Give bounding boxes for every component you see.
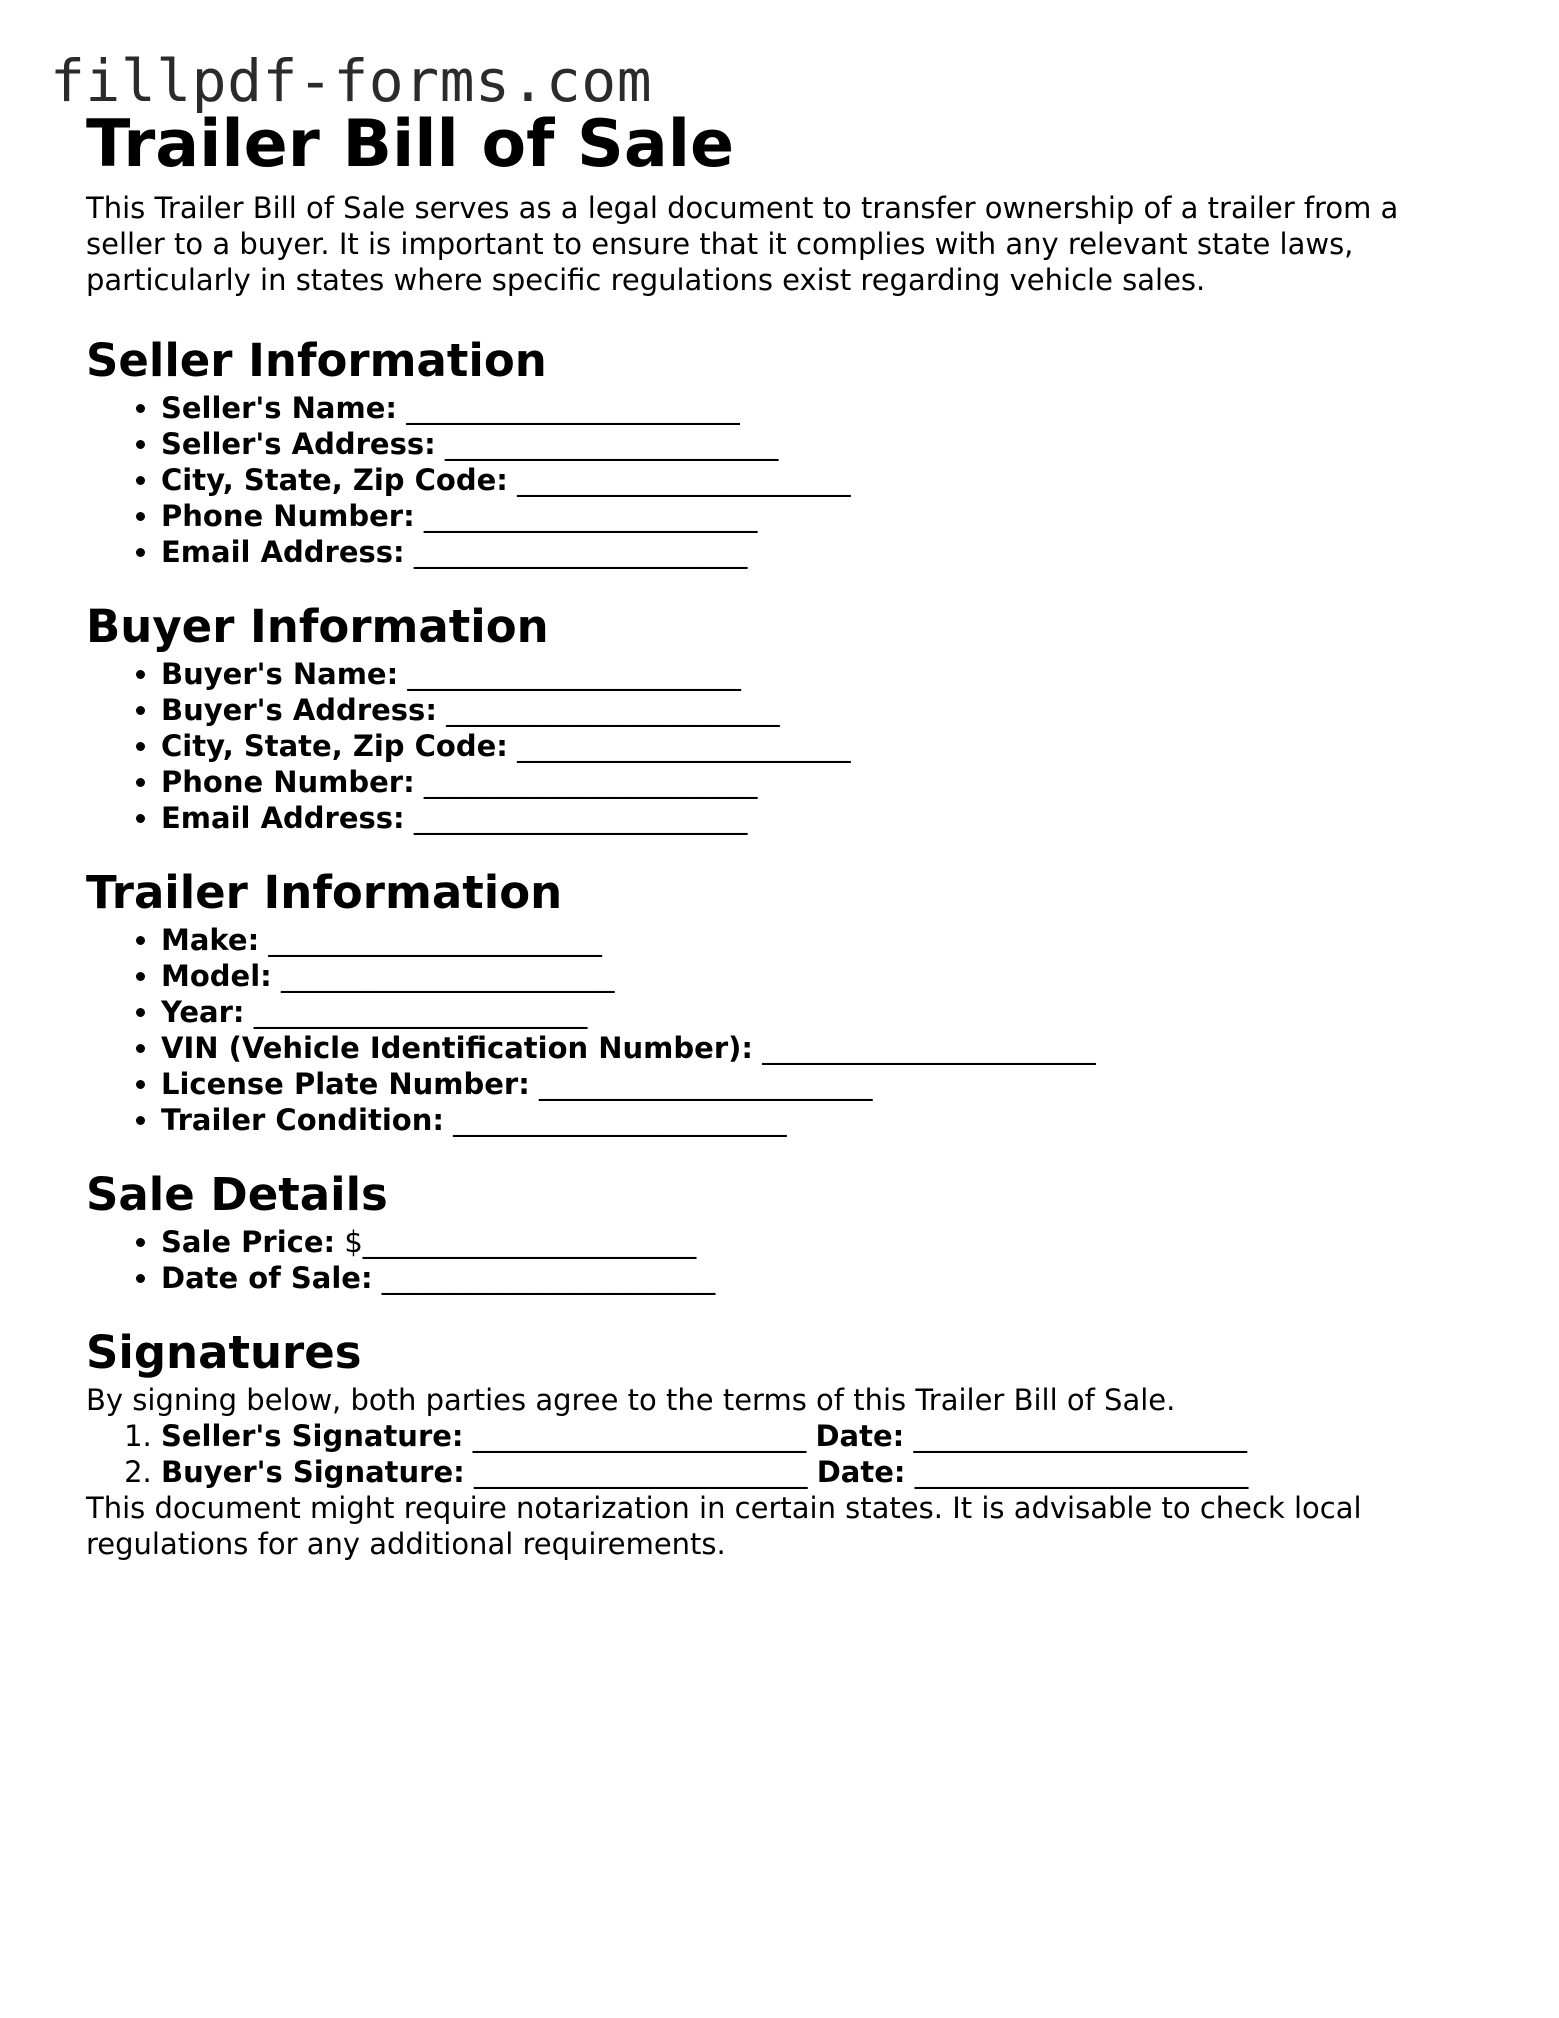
document-page [86,100,1486,1562]
sale-date-field[interactable]: • Date of Sale: _______________________ [161,1260,1486,1296]
trailer-heading: Trailer Information [86,866,563,919]
page-title: Trailer Bill of Sale [86,107,735,182]
seller-signature-line[interactable]: 1. Seller's Signature: _______________________ Date: _______________________ [161,1418,1486,1454]
seller-phone-field[interactable]: • Phone Number: _______________________ [161,498,1486,534]
seller-name-field[interactable]: • Seller's Name: _______________________ [161,390,1486,426]
trailer-year-field[interactable]: • Year: _______________________ [161,994,1486,1030]
seller-city-state-zip-field[interactable]: • City, State, Zip Code: _______________________ [161,462,1486,498]
buyer-address-field[interactable]: • Buyer's Address: _______________________ [161,692,1486,728]
trailer-make-field[interactable]: • Make: _______________________ [161,922,1486,958]
seller-address-field[interactable]: • Seller's Address: _______________________ [161,426,1486,462]
sale-price-field[interactable]: • Sale Price: $_______________________ [161,1224,1486,1260]
buyer-email-field[interactable]: • Email Address: _______________________ [161,800,1486,836]
buyer-heading: Buyer Information [86,600,549,653]
seller-fields-list [86,390,1486,570]
buyer-city-state-zip-field[interactable]: • City, State, Zip Code: _______________________ [161,728,1486,764]
seller-email-field[interactable]: • Email Address: _______________________ [161,534,1486,570]
trailer-fields-list [86,922,1486,1138]
buyer-name-field[interactable]: • Buyer's Name: _______________________ [161,656,1486,692]
trailer-condition-field[interactable]: • Trailer Condition: _______________________ [161,1102,1486,1138]
agreement-text: By signing below, both parties agree to the terms of this Trailer Bill of Sale. [86,1383,1176,1417]
sale-fields-list [86,1224,1486,1296]
buyer-phone-field[interactable]: • Phone Number: _______________________ [161,764,1486,800]
trailer-model-field[interactable]: • Model: _______________________ [161,958,1486,994]
watermark: fillpdf-forms.com [50,47,653,115]
trailer-license-plate-field[interactable]: • License Plate Number: _______________________ [161,1066,1486,1102]
trailer-vin-field[interactable]: • VIN (Vehicle Identification Number): _______________________ [161,1030,1486,1066]
buyer-signature-line[interactable]: 2. Buyer's Signature: _______________________ Date: _______________________ [161,1454,1486,1490]
buyer-fields-list [86,656,1486,836]
intro-paragraph: This Trailer Bill of Sale serves as a legal document to transfer ownership of a trailer from a seller to a buyer. It is important to ensure that it complies with any relevant state laws, particularly in states where specific regulations exist regarding vehicle sales. [86,191,1399,297]
sale-details-heading: Sale Details [86,1168,388,1221]
seller-heading: Seller Information [86,334,547,387]
closing-note: This document might require notarization in certain states. It is advisable to check local regulations for any additional requirements. [86,1491,1362,1561]
signatures-heading: Signatures [86,1326,362,1379]
signature-list [86,1418,1486,1490]
